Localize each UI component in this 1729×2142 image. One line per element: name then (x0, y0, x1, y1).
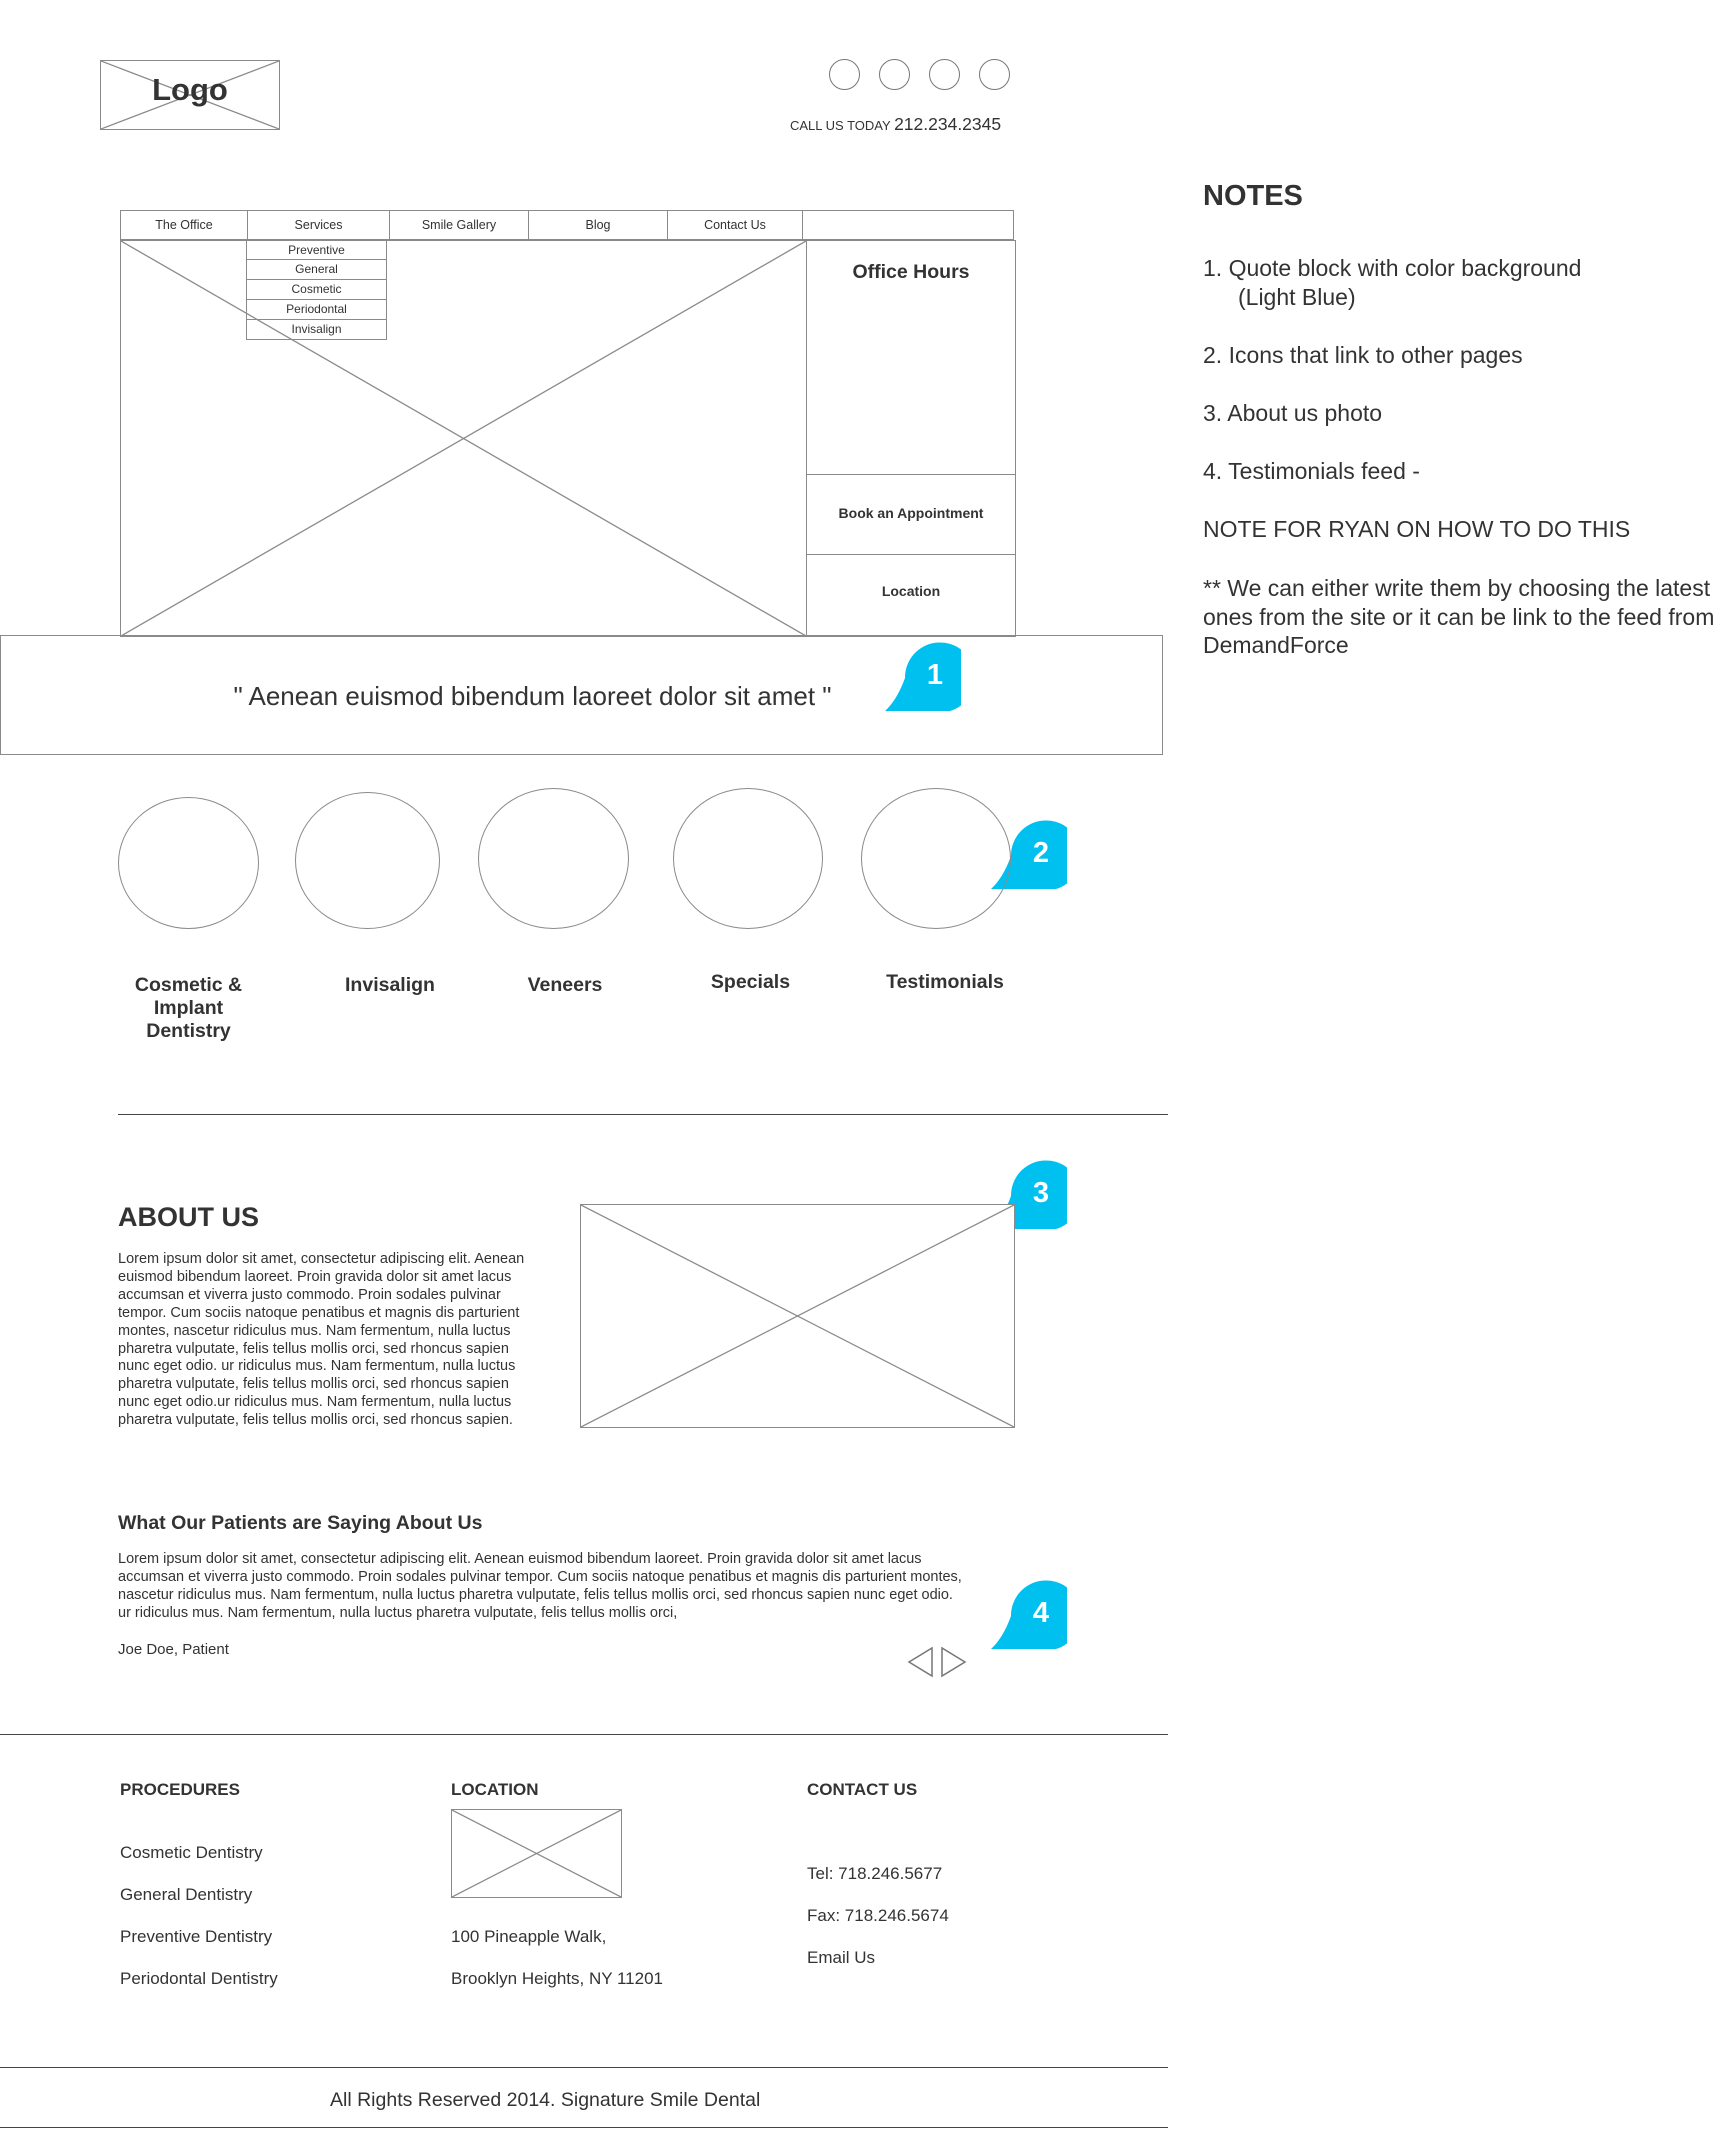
footer-procedures-title: PROCEDURES (120, 1780, 240, 1799)
nav-item-blog[interactable]: Blog (529, 211, 668, 239)
social-icon-2[interactable] (879, 59, 910, 90)
office-hours-panel (806, 240, 1016, 475)
annotation-marker-4 (981, 1580, 1067, 1652)
main-nav (120, 210, 1014, 240)
note-3: 3. About us photo (1203, 400, 1383, 426)
icon-label-specials[interactable]: Specials (710, 971, 791, 993)
location-button[interactable] (806, 554, 1016, 637)
copyright-text: All Rights Reserved 2014. Signature Smile Dental (330, 2089, 761, 2111)
hero-image-placeholder (120, 240, 807, 637)
note-ryan: NOTE FOR RYAN ON HOW TO DO THIS (1203, 516, 1631, 542)
social-icon-4[interactable] (979, 59, 1010, 90)
testimonial-body: Lorem ipsum dolor sit amet, consectetur adipiscing elit. Aenean euismod bibendum laoreet. Proin gravida dolor sit amet lacus accumsan et viverra justo commodo. Proin sodales pulvinar tempor. Cum sociis natoque penatibus et magnis dis parturient montes, nascetur ridiculus mus. Nam fermentum, nulla luctus pharetra vulputate, felis tellus mollis orci, sed rhoncus sapien nunc eget odio. ur ridiculus mus. Nam fermentum, nulla luctus pharetra vulputate, felis tellus mollis orci, (118, 1551, 962, 1621)
about-photo-placeholder (580, 1204, 1015, 1428)
dropdown-item-cosmetic[interactable]: Cosmetic (246, 280, 387, 300)
divider (118, 1114, 1168, 1115)
nav-item-services[interactable]: Services (248, 211, 390, 239)
quote-text: " Aenean euismod bibendum laoreet dolor sit amet " (233, 681, 832, 711)
footer-procedure-link[interactable]: Preventive Dentistry (120, 1927, 273, 1946)
about-title: ABOUT US (118, 1202, 259, 1232)
office-hours-title: Office Hours (852, 261, 970, 283)
note-2: 2. Icons that link to other pages (1203, 342, 1523, 368)
services-dropdown (246, 240, 387, 340)
address-line-2: Brooklyn Heights, NY 11201 (451, 1969, 663, 1988)
testimonial-author: Joe Doe, Patient (118, 1641, 229, 1658)
icon-label-veneers[interactable]: Veneers (527, 974, 603, 996)
phone-number[interactable]: 212.234.2345 (894, 114, 1002, 134)
nav-item-smile-gallery[interactable]: Smile Gallery (390, 211, 529, 239)
next-arrow-icon[interactable] (940, 1646, 968, 1678)
footer-divider (0, 1734, 1168, 1735)
book-appointment-button[interactable] (806, 474, 1016, 555)
contact-tel[interactable]: Tel: 718.246.5677 (807, 1864, 943, 1883)
icon-label-testimonials[interactable]: Testimonials (886, 971, 1004, 993)
footer-contact-title: CONTACT US (807, 1780, 918, 1799)
footer-location-title: LOCATION (451, 1780, 539, 1799)
nav-item-empty (803, 211, 1013, 239)
call-label: CALL US TODAY (790, 118, 891, 133)
footer-procedure-link[interactable]: Periodontal Dentistry (120, 1969, 278, 1988)
marker-number: 3 (1032, 1177, 1050, 1209)
notes-title: NOTES (1203, 180, 1303, 212)
book-appointment-label: Book an Appointment (838, 505, 984, 521)
dropdown-item-general[interactable]: General (246, 260, 387, 280)
map-placeholder[interactable] (451, 1809, 622, 1898)
copyright-top-divider (0, 2067, 1168, 2068)
testimonials-title: What Our Patients are Saying About Us (118, 1512, 483, 1534)
contact-fax: Fax: 718.246.5674 (807, 1906, 949, 1925)
nav-item-the-office[interactable]: The Office (121, 211, 248, 239)
icon-label-cosmetic[interactable]: Cosmetic & Implant Dentistry (134, 974, 243, 1042)
icon-circle-specials[interactable] (673, 788, 823, 929)
social-icon-1[interactable] (829, 59, 860, 90)
marker-number: 4 (1032, 1597, 1050, 1629)
icon-circle-testimonials[interactable] (861, 788, 1011, 929)
call-us (790, 114, 1001, 135)
marker-number: 1 (926, 659, 944, 691)
dropdown-item-invisalign[interactable]: Invisalign (246, 320, 387, 340)
dropdown-item-preventive[interactable]: Preventive (246, 240, 387, 260)
icon-circle-veneers[interactable] (478, 788, 629, 929)
dropdown-item-periodontal[interactable]: Periodontal (246, 300, 387, 320)
footer-procedure-link[interactable]: General Dentistry (120, 1885, 253, 1904)
note-feed: ** We can either write them by choosing the latest ones from the site or it can be link to the feed from DemandForce (1203, 575, 1715, 658)
icon-label-invisalign[interactable]: Invisalign (345, 974, 435, 996)
annotation-marker-1 (875, 642, 961, 714)
footer-procedure-link[interactable]: Cosmetic Dentistry (120, 1843, 263, 1862)
note-1-detail: (Light Blue) (1238, 284, 1356, 310)
note-1: 1. Quote block with color background (1203, 255, 1582, 281)
copyright-bottom-divider (0, 2127, 1168, 2128)
nav-item-contact-us[interactable]: Contact Us (668, 211, 803, 239)
icon-circle-invisalign[interactable] (295, 792, 440, 929)
previous-arrow-icon[interactable] (906, 1646, 934, 1678)
note-4: 4. Testimonials feed - (1203, 458, 1420, 484)
logo-placeholder[interactable] (100, 60, 280, 130)
address-line-1: 100 Pineapple Walk, (451, 1927, 607, 1946)
contact-email-link[interactable]: Email Us (807, 1948, 876, 1967)
social-icon-3[interactable] (929, 59, 960, 90)
marker-number: 2 (1032, 837, 1050, 869)
logo-text: Logo (152, 72, 228, 107)
quote-block (0, 635, 1163, 755)
icon-circle-cosmetic[interactable] (118, 797, 259, 929)
location-label: Location (881, 583, 941, 599)
about-body: Lorem ipsum dolor sit amet, consectetur adipiscing elit. Aenean euismod bibendum laoreet. Proin gravida dolor sit amet lacus accumsan et viverra justo commodo. Proin sodales pulvinar tempor. Cum sociis natoque penatibus et magnis dis parturient montes, nascetur ridiculus mus. Nam fermentum, nulla luctus pharetra vulputate, felis tellus mollis orci, sed rhoncus sapien nunc eget odio. ur ridiculus mus. Nam fermentum, nulla luctus pharetra vulputate, felis tellus mollis orci, sed rhoncus sapien nunc eget odio.ur ridiculus mus. Nam fermentum, nulla luctus pharetra vulputate, felis tellus mollis orci, sed rhoncus sapien. (118, 1251, 525, 1429)
